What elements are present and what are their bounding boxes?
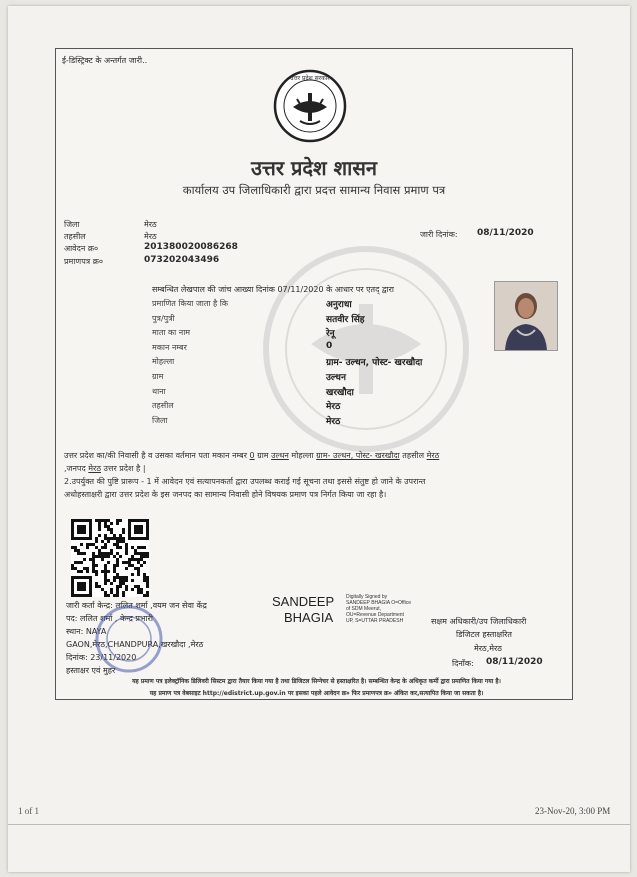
certificate-number: 073202043496	[144, 255, 220, 265]
field-label: पुत्र/पुत्री	[152, 313, 175, 323]
emblem-text: उत्तर प्रदेश सरकार	[290, 75, 330, 82]
para-2-line-1: 2.उपर्युक्त की पुष्टि प्रारूप - 1 में आवेदन एवं सत्यापनकर्ता द्वारा उपलब्ध कराई गई सूचना तथा इससे संतुष्ट हो जाने के उपरान्त	[64, 477, 426, 486]
field-value: 0	[326, 340, 333, 351]
signature-note-3: of SDM Meerut,	[346, 606, 382, 612]
field-label: मोहल्ला	[152, 357, 175, 367]
authority-location: मेरठ,मेरठ	[474, 644, 502, 653]
para-text-5: ,जनपद	[64, 464, 86, 473]
para-text-1: उत्तर प्रदेश का/की निवासी है व उसका वर्तमान पता मकान नम्बर	[64, 451, 247, 460]
certificate-number-label: प्रमाणपत्र क्र०	[64, 257, 103, 266]
field-label: तहसील	[152, 401, 174, 411]
field-value: मेरठ	[326, 416, 341, 427]
certificate-subtitle: कार्यालय उप जिलाधिकारी द्वारा प्रदत्त सामान्य निवास प्रमाण पत्र	[182, 183, 446, 197]
signature-note-2: SANDEEP BHAGIA O=Office	[346, 600, 411, 606]
issuer-place: स्थान: NAYA	[66, 627, 107, 636]
print-datetime: 23-Nov-20, 3:00 PM	[535, 806, 611, 816]
field-label: जिला	[152, 415, 168, 425]
issue-date: 08/11/2020	[477, 228, 534, 238]
field-value: रेनू	[326, 329, 335, 340]
intro-line: सम्बन्धित लेखपाल की जांच आख्या दिनांक 07/11/2020 के आधार पर एतद् द्वारा	[152, 285, 394, 294]
header-note: ई-डिस्ट्रिक्ट के अन्तर्गत जारी..	[62, 56, 148, 65]
field-value: सतवीर सिंह	[326, 314, 365, 325]
signature-note-5: UP, S=UTTAR PRADESH	[346, 618, 404, 624]
signature-note-4: OU=Revenue Department	[346, 612, 404, 618]
signature-note-1: Digitally Signed by	[346, 594, 388, 600]
para-district: मेरठ	[88, 464, 101, 473]
field-label: माता का नाम	[152, 328, 191, 338]
page-number: 1 of 1	[18, 806, 39, 816]
footer-note-1: यह प्रमाण पत्र इलेक्ट्रॉनिक डिलिवरी सिस्टम द्वारा तैयार किया गया है तथा डिजिटल सिग्नेचर से हस्ताक्षरित है। सम्बन्धित केन्द्र के अधिकृत कर्मी द्वारा प्रमाणित किया गया है।	[132, 678, 501, 685]
issuer-address: GAON,मेरठ,CHANDPURA,खरखौदा ,मेरठ	[66, 640, 204, 649]
tehsil-label: तहसील	[64, 232, 86, 241]
applicant-photo	[494, 281, 558, 351]
bottom-divider	[8, 824, 630, 825]
certificate-title: उत्तर प्रदेश शासन	[251, 156, 377, 180]
field-value: खरखौदा	[326, 387, 354, 398]
district-value: मेरठ	[144, 220, 157, 229]
issuer-post: पद: ललित शर्मा , केन्द्र प्रभारी	[66, 614, 153, 623]
watermark-emblem-icon	[261, 244, 471, 454]
para-text-4: तहसील	[402, 451, 425, 460]
signer-first-name: SANDEEP	[272, 594, 335, 609]
para-text-2: ग्राम	[257, 451, 269, 460]
field-value: अनुराधा	[326, 300, 352, 310]
field-value: मेरठ	[326, 402, 341, 413]
certificate-sheet	[8, 6, 630, 872]
para-village: उल्धन	[271, 451, 289, 460]
application-label: आवेदन क्र०	[64, 244, 99, 253]
para-text-3: मोहल्ला	[291, 451, 314, 460]
residence-paragraph	[64, 449, 564, 501]
authority-date-label: दिनाँक:	[452, 659, 474, 668]
issuer-date: दिनांक: 23/11/2020	[66, 653, 137, 662]
field-value: ग्राम- उल्धन, पोस्ट- खरखौदा	[326, 358, 423, 369]
authority-signed: डिजिटल हस्ताक्षरित	[456, 630, 512, 639]
field-label: थाना	[152, 386, 166, 396]
tehsil-value: मेरठ	[144, 232, 157, 241]
field-label: प्रमाणित किया जाता है कि	[152, 299, 229, 308]
issuer-signature-label: हस्ताक्षर एवं मुहर	[66, 666, 116, 675]
footer-note-2: यह प्रमाण पत्र वेबसाइट http://edistrict.up.gov.in पर इसका पहले आवेदन क्र० फिर प्रमाणपत्र क्र० अंकित कर,सत्यापित किया जा सकता है।	[149, 690, 484, 697]
para-house-number: 0	[249, 451, 255, 460]
para-mohalla: ग्राम- उल्धन, पोस्ट- खरखौदा	[316, 451, 400, 460]
authority-date: 08/11/2020	[486, 657, 543, 667]
official-stamp-icon	[94, 604, 164, 674]
authority-designation: सक्षम अधिकारी/उप जिलाधिकारी	[431, 617, 527, 626]
certificate-frame	[55, 48, 573, 700]
para-text-6: उत्तर प्रदेश है |	[103, 464, 146, 473]
person-photo-icon	[495, 282, 557, 350]
district-label: जिला	[64, 220, 80, 229]
qr-code[interactable]	[71, 519, 149, 597]
issue-date-label: जारी दिनांक:	[420, 230, 458, 239]
para-tehsil: मेरठ	[426, 451, 440, 460]
issuer-center: जारी कर्ता केन्द्र: ललित शर्मा ,वयम जन सेवा केंद्र	[66, 601, 207, 610]
field-label: ग्राम	[152, 372, 164, 381]
application-number: 201380020086268	[144, 242, 238, 252]
para-2-line-2: अधोहस्ताक्षरी द्वारा उत्तर प्रदेश के इस जनपद का सामान्य निवासी होने विषयक प्रमाण पत्र निर्गत किया जा रहा है।	[64, 490, 387, 499]
field-value: उल्धन	[326, 373, 346, 383]
signer-last-name: BHAGIA	[284, 610, 334, 625]
field-label: मकान नम्बर	[152, 342, 187, 352]
